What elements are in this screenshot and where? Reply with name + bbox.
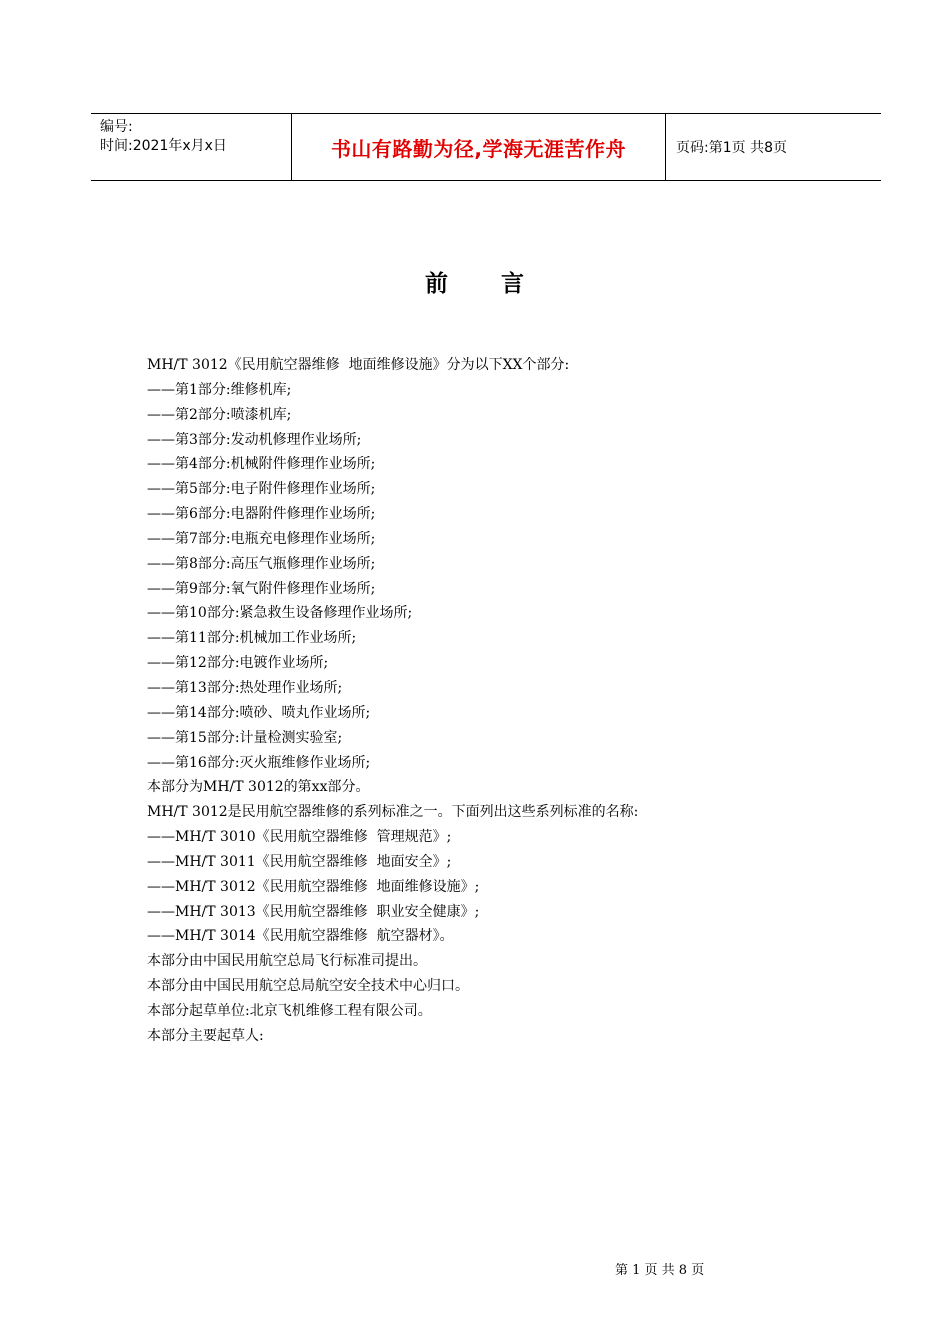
document-body	[147, 353, 847, 1049]
body-line: ——MH/T 3011《民用航空器维修 地面安全》;	[147, 853, 452, 870]
body-line: ——第8部分:高压气瓶修理作业场所;	[147, 555, 376, 572]
body-line: ——第3部分:发动机修理作业场所;	[147, 431, 362, 448]
body-line: 本部分由中国民用航空总局飞行标准司提出。	[147, 953, 427, 970]
body-line: 本部分起草单位:北京飞机维修工程有限公司。	[147, 1002, 432, 1019]
body-line: ——MH/T 3013《民用航空器维修 职业安全健康》;	[147, 903, 480, 920]
page-label: 页码:第1页 共8页	[676, 140, 787, 156]
body-line: ——第16部分:灭火瓶维修作业场所;	[147, 754, 371, 771]
body-line: ——第12部分:电镀作业场所;	[147, 655, 329, 672]
body-line: ——MH/T 3010《民用航空器维修 管理规范》;	[147, 829, 452, 846]
body-line: 本部分由中国民用航空总局航空安全技术中心归口。	[147, 978, 469, 995]
body-line: 本部分为MH/T 3012的第xx部分。	[147, 779, 370, 796]
body-line: ——第15部分:计量检测实验室;	[147, 729, 343, 746]
time-label: 时间:2021年x月x日	[100, 138, 227, 154]
title-char-2: 言	[501, 271, 525, 297]
header-motto-cell	[292, 114, 666, 180]
body-line: ——MH/T 3014《民用航空器维修 航空器材》。	[147, 928, 454, 945]
body-line: 本部分主要起草人:	[147, 1027, 264, 1044]
header-page-cell	[666, 114, 881, 180]
body-line: ——第9部分:氧气附件修理作业场所;	[147, 580, 376, 597]
body-line: MH/T 3012《民用航空器维修 地面维修设施》分为以下XX个部分:	[147, 357, 570, 373]
page-footer: 第 1 页 共 8 页	[615, 1263, 705, 1278]
body-line: ——第13部分:热处理作业场所;	[147, 679, 343, 696]
title-char-1: 前	[425, 271, 449, 297]
body-line: ——第14部分:喷砂、喷丸作业场所;	[147, 704, 371, 721]
body-line: ——MH/T 3012《民用航空器维修 地面维修设施》;	[147, 878, 480, 895]
body-line: ——第6部分:电器附件修理作业场所;	[147, 506, 376, 523]
motto-text: 书山有路勤为径,学海无涯苦作舟	[330, 136, 627, 161]
header-meta-cell	[91, 114, 292, 180]
body-line: MH/T 3012是民用航空器维修的系列标准之一。下面列出这些系列标准的名称:	[147, 804, 639, 821]
body-line: ——第7部分:电瓶充电修理作业场所;	[147, 530, 376, 547]
document-header	[91, 113, 881, 181]
page-title	[0, 265, 950, 298]
body-line: ——第4部分:机械附件修理作业场所;	[147, 456, 376, 473]
body-line: ——第10部分:紧急救生设备修理作业场所;	[147, 605, 413, 622]
body-line: ——第11部分:机械加工作业场所;	[147, 630, 357, 647]
body-line: ——第5部分:电子附件修理作业场所;	[147, 481, 376, 498]
body-line: ——第1部分:维修机库;	[147, 381, 292, 398]
body-line: ——第2部分:喷漆机库;	[147, 406, 292, 423]
number-label: 编号:	[100, 119, 133, 135]
